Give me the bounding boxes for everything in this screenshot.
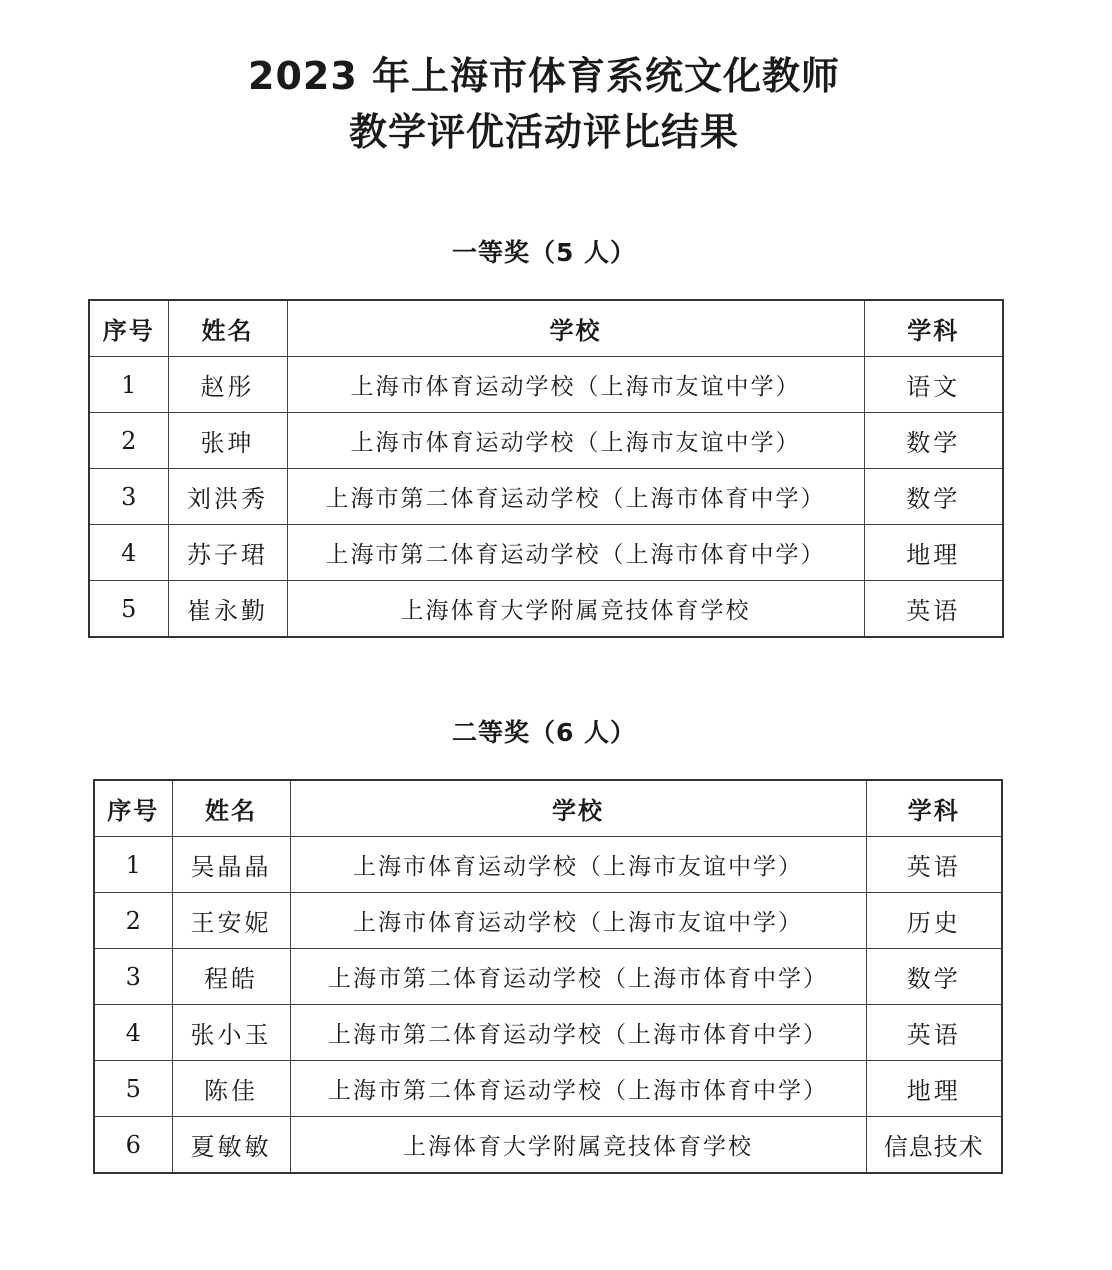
second-prize-table bbox=[93, 779, 1003, 1174]
cell-seq: 2 bbox=[94, 893, 172, 949]
header-school: 学校 bbox=[290, 780, 866, 837]
cell-subject: 英语 bbox=[864, 581, 1003, 638]
cell-name: 崔永勤 bbox=[168, 581, 287, 638]
cell-seq: 1 bbox=[94, 837, 172, 893]
cell-subject: 英语 bbox=[866, 1005, 1002, 1061]
cell-name: 吴晶晶 bbox=[172, 837, 290, 893]
cell-school: 上海市第二体育运动学校（上海市体育中学） bbox=[290, 949, 866, 1005]
cell-subject: 地理 bbox=[864, 525, 1003, 581]
cell-name: 王安妮 bbox=[172, 893, 290, 949]
cell-school: 上海市体育运动学校（上海市友谊中学） bbox=[290, 893, 866, 949]
cell-subject: 历史 bbox=[866, 893, 1002, 949]
header-name: 姓名 bbox=[172, 780, 290, 837]
cell-name: 陈佳 bbox=[172, 1061, 290, 1117]
table-header-row bbox=[89, 300, 1003, 357]
header-subject: 学科 bbox=[866, 780, 1002, 837]
cell-seq: 4 bbox=[89, 525, 168, 581]
cell-name: 程皓 bbox=[172, 949, 290, 1005]
cell-subject: 语文 bbox=[864, 357, 1003, 413]
table-row bbox=[94, 893, 1002, 949]
cell-seq: 1 bbox=[89, 357, 168, 413]
cell-subject: 数学 bbox=[864, 413, 1003, 469]
cell-seq: 3 bbox=[89, 469, 168, 525]
cell-school: 上海体育大学附属竞技体育学校 bbox=[287, 581, 864, 638]
table-row bbox=[89, 357, 1003, 413]
cell-name: 苏子珺 bbox=[168, 525, 287, 581]
document-title-line-2: 教学评优活动评比结果 bbox=[348, 110, 739, 154]
cell-seq: 4 bbox=[94, 1005, 172, 1061]
cell-school: 上海市第二体育运动学校（上海市体育中学） bbox=[287, 525, 864, 581]
table-header-row bbox=[94, 780, 1002, 837]
cell-seq: 5 bbox=[89, 581, 168, 638]
document-title-line-1: 2023 年上海市体育系统文化教师 bbox=[248, 54, 840, 98]
header-subject: 学科 bbox=[864, 300, 1003, 357]
table-row bbox=[89, 525, 1003, 581]
cell-seq: 2 bbox=[89, 413, 168, 469]
cell-subject: 数学 bbox=[864, 469, 1003, 525]
cell-name: 刘洪秀 bbox=[168, 469, 287, 525]
table-row bbox=[89, 581, 1003, 638]
cell-school: 上海市第二体育运动学校（上海市体育中学） bbox=[290, 1005, 866, 1061]
second-prize-heading: 二等奖（6 人） bbox=[451, 718, 637, 747]
cell-name: 张小玉 bbox=[172, 1005, 290, 1061]
cell-name: 赵彤 bbox=[168, 357, 287, 413]
header-seq: 序号 bbox=[89, 300, 168, 357]
cell-subject: 英语 bbox=[866, 837, 1002, 893]
cell-seq: 6 bbox=[94, 1117, 172, 1174]
cell-subject: 数学 bbox=[866, 949, 1002, 1005]
table-row bbox=[94, 1117, 1002, 1174]
cell-school: 上海市第二体育运动学校（上海市体育中学） bbox=[290, 1061, 866, 1117]
cell-name: 夏敏敏 bbox=[172, 1117, 290, 1174]
cell-name: 张珅 bbox=[168, 413, 287, 469]
table-row bbox=[89, 413, 1003, 469]
cell-subject: 地理 bbox=[866, 1061, 1002, 1117]
cell-school: 上海市体育运动学校（上海市友谊中学） bbox=[287, 357, 864, 413]
table-row bbox=[89, 469, 1003, 525]
cell-school: 上海市第二体育运动学校（上海市体育中学） bbox=[287, 469, 864, 525]
table-row bbox=[94, 949, 1002, 1005]
table-row bbox=[94, 837, 1002, 893]
cell-school: 上海市体育运动学校（上海市友谊中学） bbox=[287, 413, 864, 469]
first-prize-heading: 一等奖（5 人） bbox=[451, 238, 637, 267]
cell-school: 上海市体育运动学校（上海市友谊中学） bbox=[290, 837, 866, 893]
header-name: 姓名 bbox=[168, 300, 287, 357]
first-prize-table bbox=[88, 299, 1004, 638]
cell-subject: 信息技术 bbox=[866, 1117, 1002, 1174]
cell-school: 上海体育大学附属竞技体育学校 bbox=[290, 1117, 866, 1174]
header-seq: 序号 bbox=[94, 780, 172, 837]
cell-seq: 3 bbox=[94, 949, 172, 1005]
table-row bbox=[94, 1061, 1002, 1117]
cell-seq: 5 bbox=[94, 1061, 172, 1117]
header-school: 学校 bbox=[287, 300, 864, 357]
table-row bbox=[94, 1005, 1002, 1061]
